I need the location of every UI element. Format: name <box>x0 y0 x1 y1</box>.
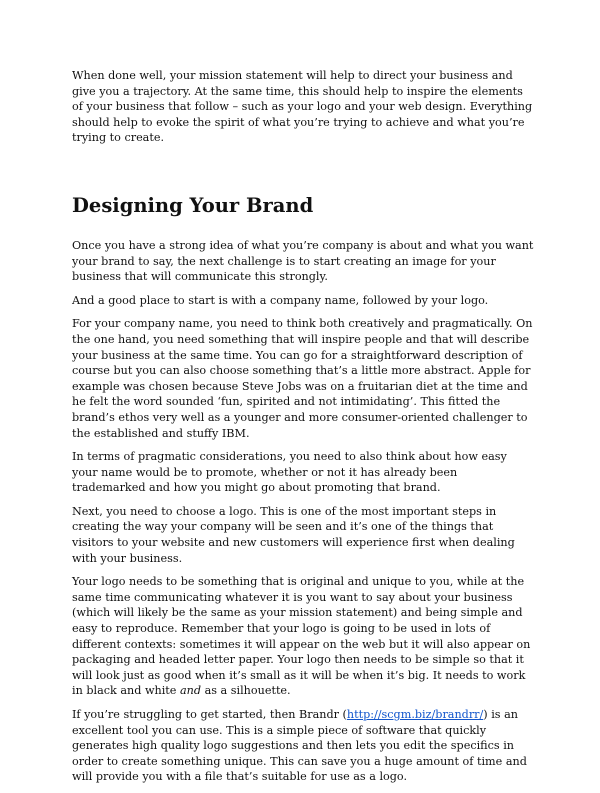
paragraph-company-name-start: And a good place to start is with a company name, followed by your logo. <box>72 293 489 307</box>
brandr-link[interactable]: http://scgm.biz/brandrr/ <box>346 708 484 721</box>
document-page <box>72 68 534 793</box>
logo-text-emphasis: and <box>179 684 202 698</box>
brandr-text-part-1: If you’re struggling to get started, then Brandr ( <box>72 708 347 721</box>
paragraph-choose-logo: Next, you need to choose a logo. This is one of the most important steps in creating the way your company will be seen and it’s one of the things that visitors to your website and new customers will experience first when dealing with your business. <box>72 504 515 565</box>
brandr-text-part-2: ) is an excellent tool you can use. This is a simple piece of software that quickly generates high quality logo suggestions and then lets you edit the specifics in order to create something unique. This can save you a huge amount of time and will provide you with a file that’s suitable for use as a logo. <box>72 708 527 784</box>
paragraph-pragmatic: In terms of pragmatic considerations, you need to also think about how easy your name would be to promote, whether or not it has already been trademarked and how you might go about promoting that brand. <box>72 450 507 495</box>
logo-text-part-1: Your logo needs to be something that is original and unique to you, while at the same time communicating whatever it is you want to say about your business (which will likely be the same as your mission statement) and being simple and easy to reproduce. Remember that your logo is going to be used in lots of different contexts: sometimes it will appear on the web but it will also appear on packaging and headed letter paper. Your logo then needs to be simple so that it will look just as good when it’s small as it will be when it’s big. It needs to work in black and white <box>72 575 531 698</box>
paragraph-brand-idea: Once you have a strong idea of what you’re company is about and what you want your brand to say, the next challenge is to start creating an image for your business that will communicate this strongly. <box>72 238 534 284</box>
paragraph-brandr <box>72 707 534 785</box>
paragraph-company-name: For your company name, you need to think both creatively and pragmatically. On the one hand, you need something that will inspire people and that will describe your business at the same time. You can go for a straightforward description of course but you can also choose something that’s a little more abstract. Apple for example was chosen because Steve Jobs was on a fruitarian diet at the time and he felt the word sounded ‘fun, spirited and not intimidating’. This fitted the brand’s ethos very well as a younger and more consumer-oriented challenger to the established and stuffy IBM. <box>72 317 533 440</box>
intro-paragraph: When done well, your mission statement will help to direct your business and give you a trajectory. At the same time, this should help to inspire the elements of your business that follow – such as your logo and your web design. Everything should help to evoke the spirit of what you’re trying to achieve and what you’re trying to create. <box>72 69 533 145</box>
section-heading: Designing Your Brand <box>72 193 314 217</box>
paragraph-logo-requirements <box>72 574 534 699</box>
logo-text-part-2: as a silhouette. <box>201 684 291 698</box>
